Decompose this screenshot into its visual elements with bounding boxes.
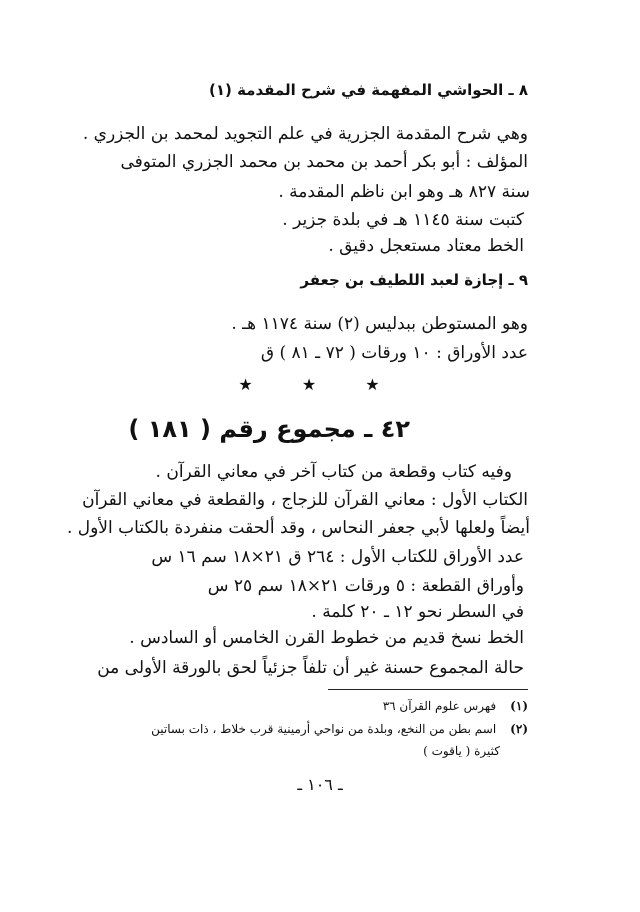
section-line: عدد الأوراق للكتاب الأول : ٢٦٤ ق ٢١×١٨ سم ١٦ س xyxy=(151,547,524,567)
section-line: وأوراق القطعة : ٥ ورقات ٢١×١٨ سم ٢٥ س xyxy=(207,576,524,596)
item-8-copy-date: كتبت سنة ١١٤٥ هـ في بلدة جزير . xyxy=(282,210,524,230)
section-line: في السطر نحو ١٢ ـ ٢٠ كلمة . xyxy=(311,602,524,622)
footnote-2 xyxy=(151,720,528,738)
section-line: الخط نسخ قديم من خطوط القرن الخامس أو السادس . xyxy=(129,628,524,648)
section-line: وفيه كتاب وقطعة من كتاب آخر في معاني القرآن . xyxy=(155,462,512,482)
item-9-heading: ٩ ـ إجازة لعبد اللطيف بن جعفر xyxy=(300,271,528,289)
item-8-author-death-year: سنة ٨٢٧ هـ وهو ابن ناظم المقدمة . xyxy=(278,182,530,202)
item-8-script: الخط معتاد مستعجل دقيق . xyxy=(328,236,524,256)
section-title: ٤٢ ـ مجموع رقم ( ١٨١ ) xyxy=(128,415,410,443)
footnote-2-marker: (٢) xyxy=(510,722,528,736)
footnote-1-marker: (١) xyxy=(510,699,528,713)
item-9-folio-count: عدد الأوراق : ١٠ ورقات ( ٧٢ ـ ٨١ ) ق xyxy=(260,343,528,363)
footnote-separator-rule xyxy=(328,689,528,690)
section-line: أيضاً ولعلها لأبي جعفر النحاس ، وقد ألحقت منفردة بالكتاب الأول . xyxy=(66,518,530,538)
footnote-1-text: فهرس علوم القرآن ٣٦ xyxy=(382,699,497,713)
footnote-2-text: اسم بطن من النخع، وبلدة من نواحي أرمينية قرب خلاط ، ذات بساتين xyxy=(151,722,497,736)
section-line: الكتاب الأول : معاني القرآن للزجاج ، والقطعة في معاني القرآن xyxy=(82,490,528,510)
item-8-description: وهي شرح المقدمة الجزرية في علم التجويد لمحمد بن الجزري . xyxy=(82,124,528,144)
item-8-author: المؤلف : أبو بكر أحمد بن محمد بن محمد الجزري المتوفى xyxy=(120,152,528,172)
item-8-heading: ٨ ـ الحواشي المفهمة في شرح المقدمة (١) xyxy=(208,81,528,99)
footnote-1 xyxy=(383,697,528,715)
section-line: حالة المجموع حسنة غير أن تلفاً جزئياً لحق بالورقة الأولى من xyxy=(97,658,524,678)
page-number: ـ ١٠٦ ـ xyxy=(297,775,343,794)
footnote-2-continuation: كثيرة ( ياقوت ) xyxy=(423,744,500,758)
item-9-description: وهو المستوطن ببدليس (٢) سنة ١١٧٤ هـ . xyxy=(231,314,528,334)
section-separator-stars: ★ ★ ★ xyxy=(238,375,402,394)
